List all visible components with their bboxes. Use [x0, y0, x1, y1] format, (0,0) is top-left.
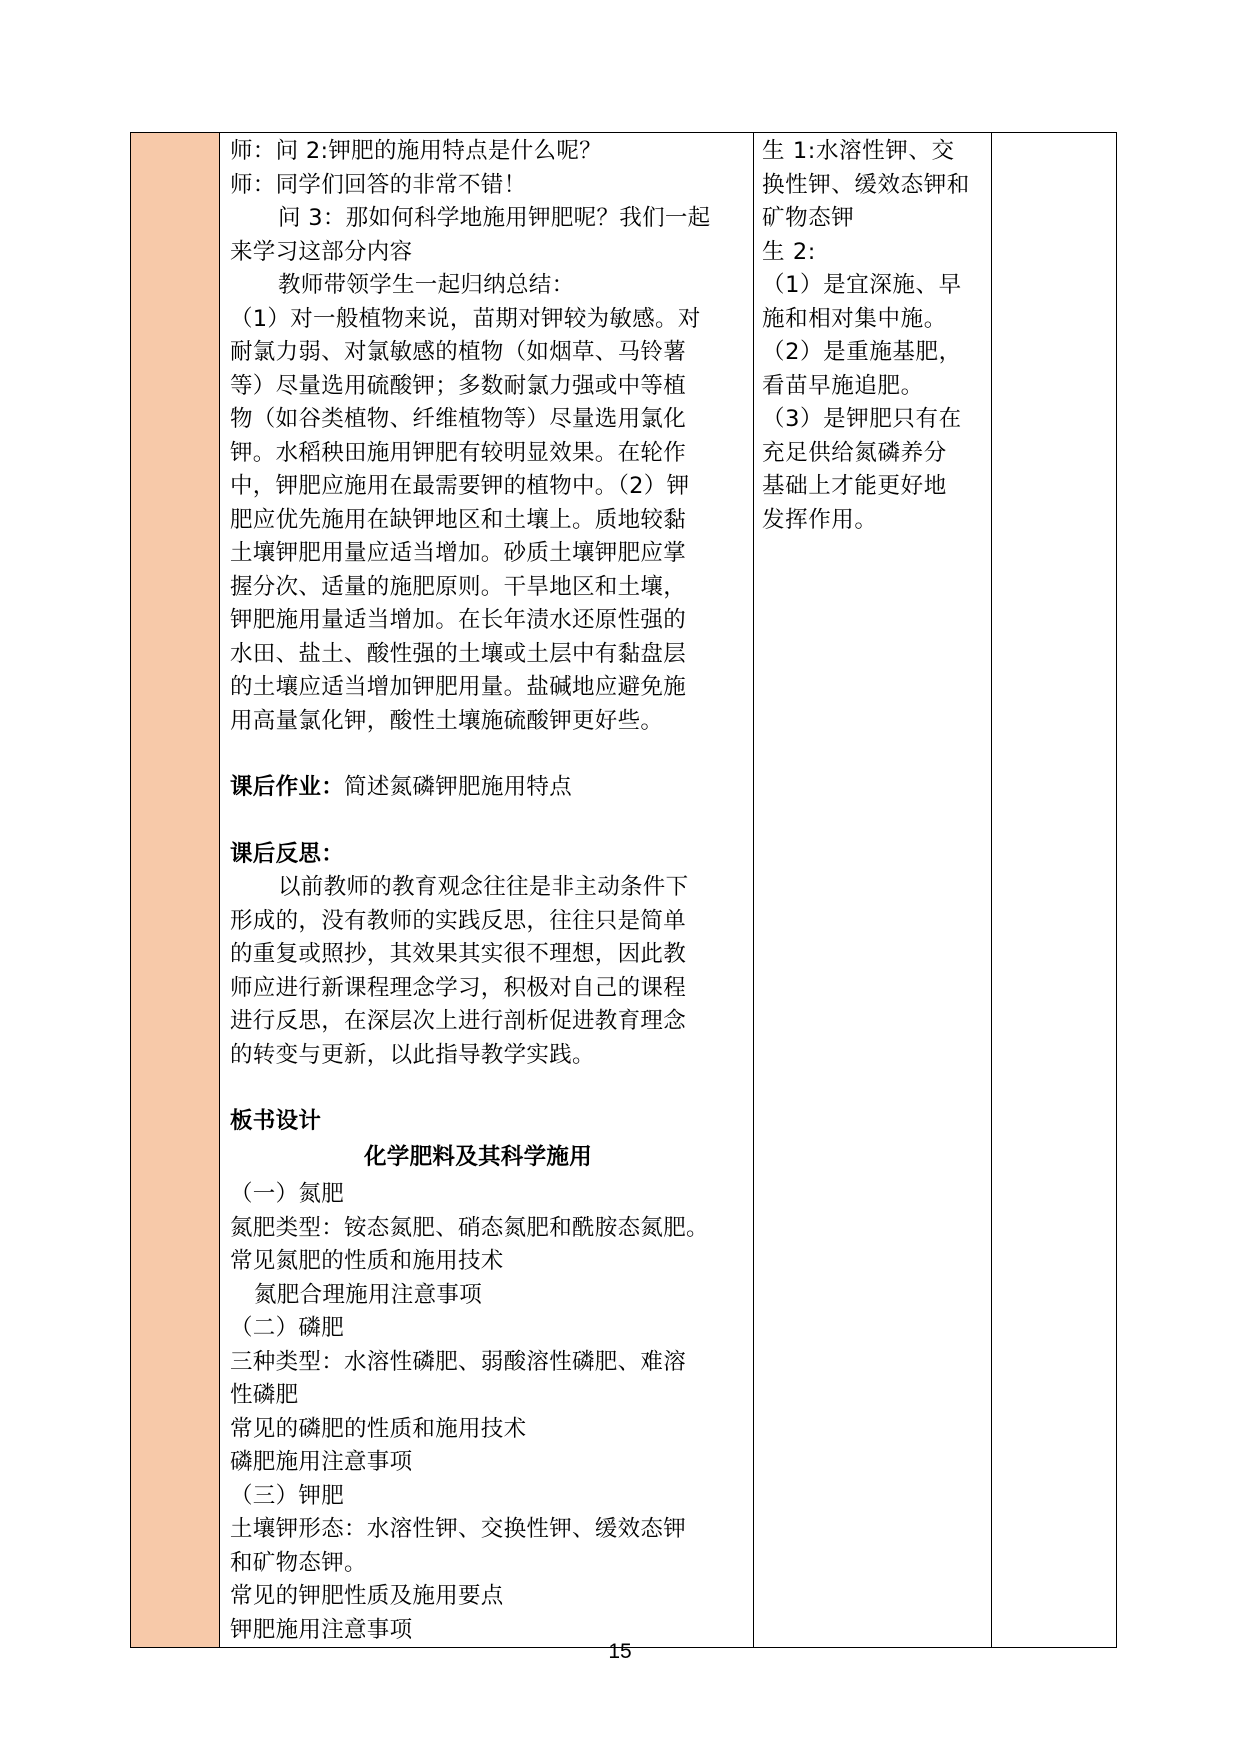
summary-line: 钾。水稻秧田施用钾肥有较明显效果。在轮作 — [230, 439, 687, 466]
summary-line: 钾肥施用量适当增加。在长年渍水还原性强的 — [230, 607, 687, 633]
student-answer-line: 充足供给氮磷养分 — [762, 439, 947, 466]
student-activity-content — [754, 133, 991, 537]
reflection-line: 的转变与更新，以此指导教学实践。 — [230, 1041, 595, 1068]
summary-line: 用高量氯化钾，酸性土壤施硫酸钾更好些。 — [230, 707, 664, 734]
board-line: 土壤钾形态：水溶性钾、交换性钾、缓效态钾 — [230, 1516, 687, 1542]
board-line: 磷肥施用注意事项 — [230, 1449, 413, 1475]
homework-label: 课后作业： — [230, 774, 345, 800]
board-title: 化学肥料及其科学施用 — [364, 1143, 593, 1170]
summary-line: 中，钾肥应施用在最需要钾的植物中。（2）钾 — [230, 473, 690, 499]
board-line: 钾肥施用注意事项 — [230, 1616, 413, 1643]
reflection-line: 师应进行新课程理念学习，积极对自己的课程 — [230, 974, 687, 1001]
teacher-activity-cell — [220, 133, 754, 1648]
student-answer-line: 生 2: — [762, 238, 816, 265]
table-row — [131, 133, 1117, 1648]
summary-line: 握分次、适量的施肥原则。干旱地区和土壤， — [230, 573, 687, 600]
spacer — [230, 1072, 747, 1105]
lesson-plan-table — [130, 132, 1117, 1648]
board-lines — [230, 1178, 747, 1647]
board-line: （二）磷肥 — [230, 1315, 345, 1341]
dialog-line: 师：同学们回答的非常不错！ — [230, 171, 527, 198]
homework-text: 简述氮磷钾肥施用特点 — [344, 774, 573, 800]
side-color-column — [131, 133, 220, 1648]
board-line: 氮肥类型：铵态氮肥、硝态氮肥和酰胺态氮肥。 — [230, 1214, 709, 1241]
reflection-line: 进行反思，在深层次上进行剖析促进教育理念 — [230, 1008, 687, 1034]
summary-line: 等）尽量选用硫酸钾；多数耐氯力强或中等植 — [230, 372, 687, 399]
student-answer-line: 发挥作用。 — [762, 506, 878, 533]
board-line: 常见的钾肥性质及施用要点 — [230, 1583, 504, 1609]
summary-line: 水田、盐土、酸性强的土壤或土层中有黏盘层 — [230, 640, 687, 667]
board-line: （三）钾肥 — [230, 1482, 345, 1509]
student-answer-line: （2）是重施基肥， — [762, 339, 962, 365]
summary-line: 土壤钾肥用量应适当增加。砂质土壤钾肥应掌 — [230, 540, 687, 566]
question-line: 问 3：那如何科学地施用钾肥呢？我们一起 — [278, 205, 711, 231]
student-answer-line: 基础上才能更好地 — [762, 473, 947, 499]
summary-intro: 教师带领学生一起归纳总结： — [278, 272, 575, 298]
reflection-line: 形成的，没有教师的实践反思，往往只是简单 — [230, 907, 687, 934]
student-answer-line: 换性钾、缓效态钾和 — [762, 171, 970, 198]
homework-line — [230, 771, 747, 805]
summary-line: 物（如谷类植物、纤维植物等）尽量选用氯化 — [230, 406, 687, 432]
board-line: 氮肥合理施用注意事项 — [254, 1281, 483, 1308]
notes-cell — [992, 133, 1117, 1648]
board-design-label: 板书设计 — [230, 1108, 322, 1134]
board-line: （一）氮肥 — [230, 1181, 345, 1207]
board-line: 三种类型：水溶性磷肥、弱酸溶性磷肥、难溶 — [230, 1348, 687, 1375]
summary-line: （1）对一般植物来说，苗期对钾较为敏感。对 — [230, 305, 701, 332]
board-line: 性磷肥 — [230, 1382, 299, 1408]
student-activity-cell — [754, 133, 992, 1648]
student-answer-line: （1）是宜深施、早 — [762, 272, 962, 298]
spacer — [230, 805, 747, 838]
board-line: 常见的磷肥的性质和施用技术 — [230, 1415, 527, 1442]
board-line: 常见氮肥的性质和施用技术 — [230, 1248, 504, 1274]
reflection-line: 的重复或照抄，其效果其实很不理想，因此教 — [230, 941, 687, 967]
student-answer-line: 矿物态钾 — [762, 205, 855, 231]
teacher-activity-content — [220, 133, 753, 1647]
student-answer-line: （3）是钾肥只有在 — [762, 406, 962, 432]
summary-line: 耐氯力弱、对氯敏感的植物（如烟草、马铃薯 — [230, 339, 687, 365]
page-number: 15 — [608, 1640, 632, 1663]
reflection-label: 课后反思： — [230, 840, 345, 867]
reflection-line: 以前教师的教育观念往往是非主动条件下 — [278, 874, 689, 900]
student-answer-line: 生 1:水溶性钾、交 — [762, 138, 955, 164]
student-answer-line: 看苗早施追肥。 — [762, 372, 924, 399]
board-line: 和矿物态钾。 — [230, 1549, 367, 1576]
question-line: 来学习这部分内容 — [230, 238, 413, 265]
student-answer-line: 施和相对集中施。 — [762, 305, 947, 332]
summary-line: 肥应优先施用在缺钾地区和土壤上。质地较黏 — [230, 506, 687, 533]
summary-line: 的土壤应适当增加钾肥用量。盐碱地应避免施 — [230, 674, 687, 700]
dialog-line: 师：问 2:钾肥的施用特点是什么呢？ — [230, 138, 602, 164]
spacer — [230, 738, 747, 771]
